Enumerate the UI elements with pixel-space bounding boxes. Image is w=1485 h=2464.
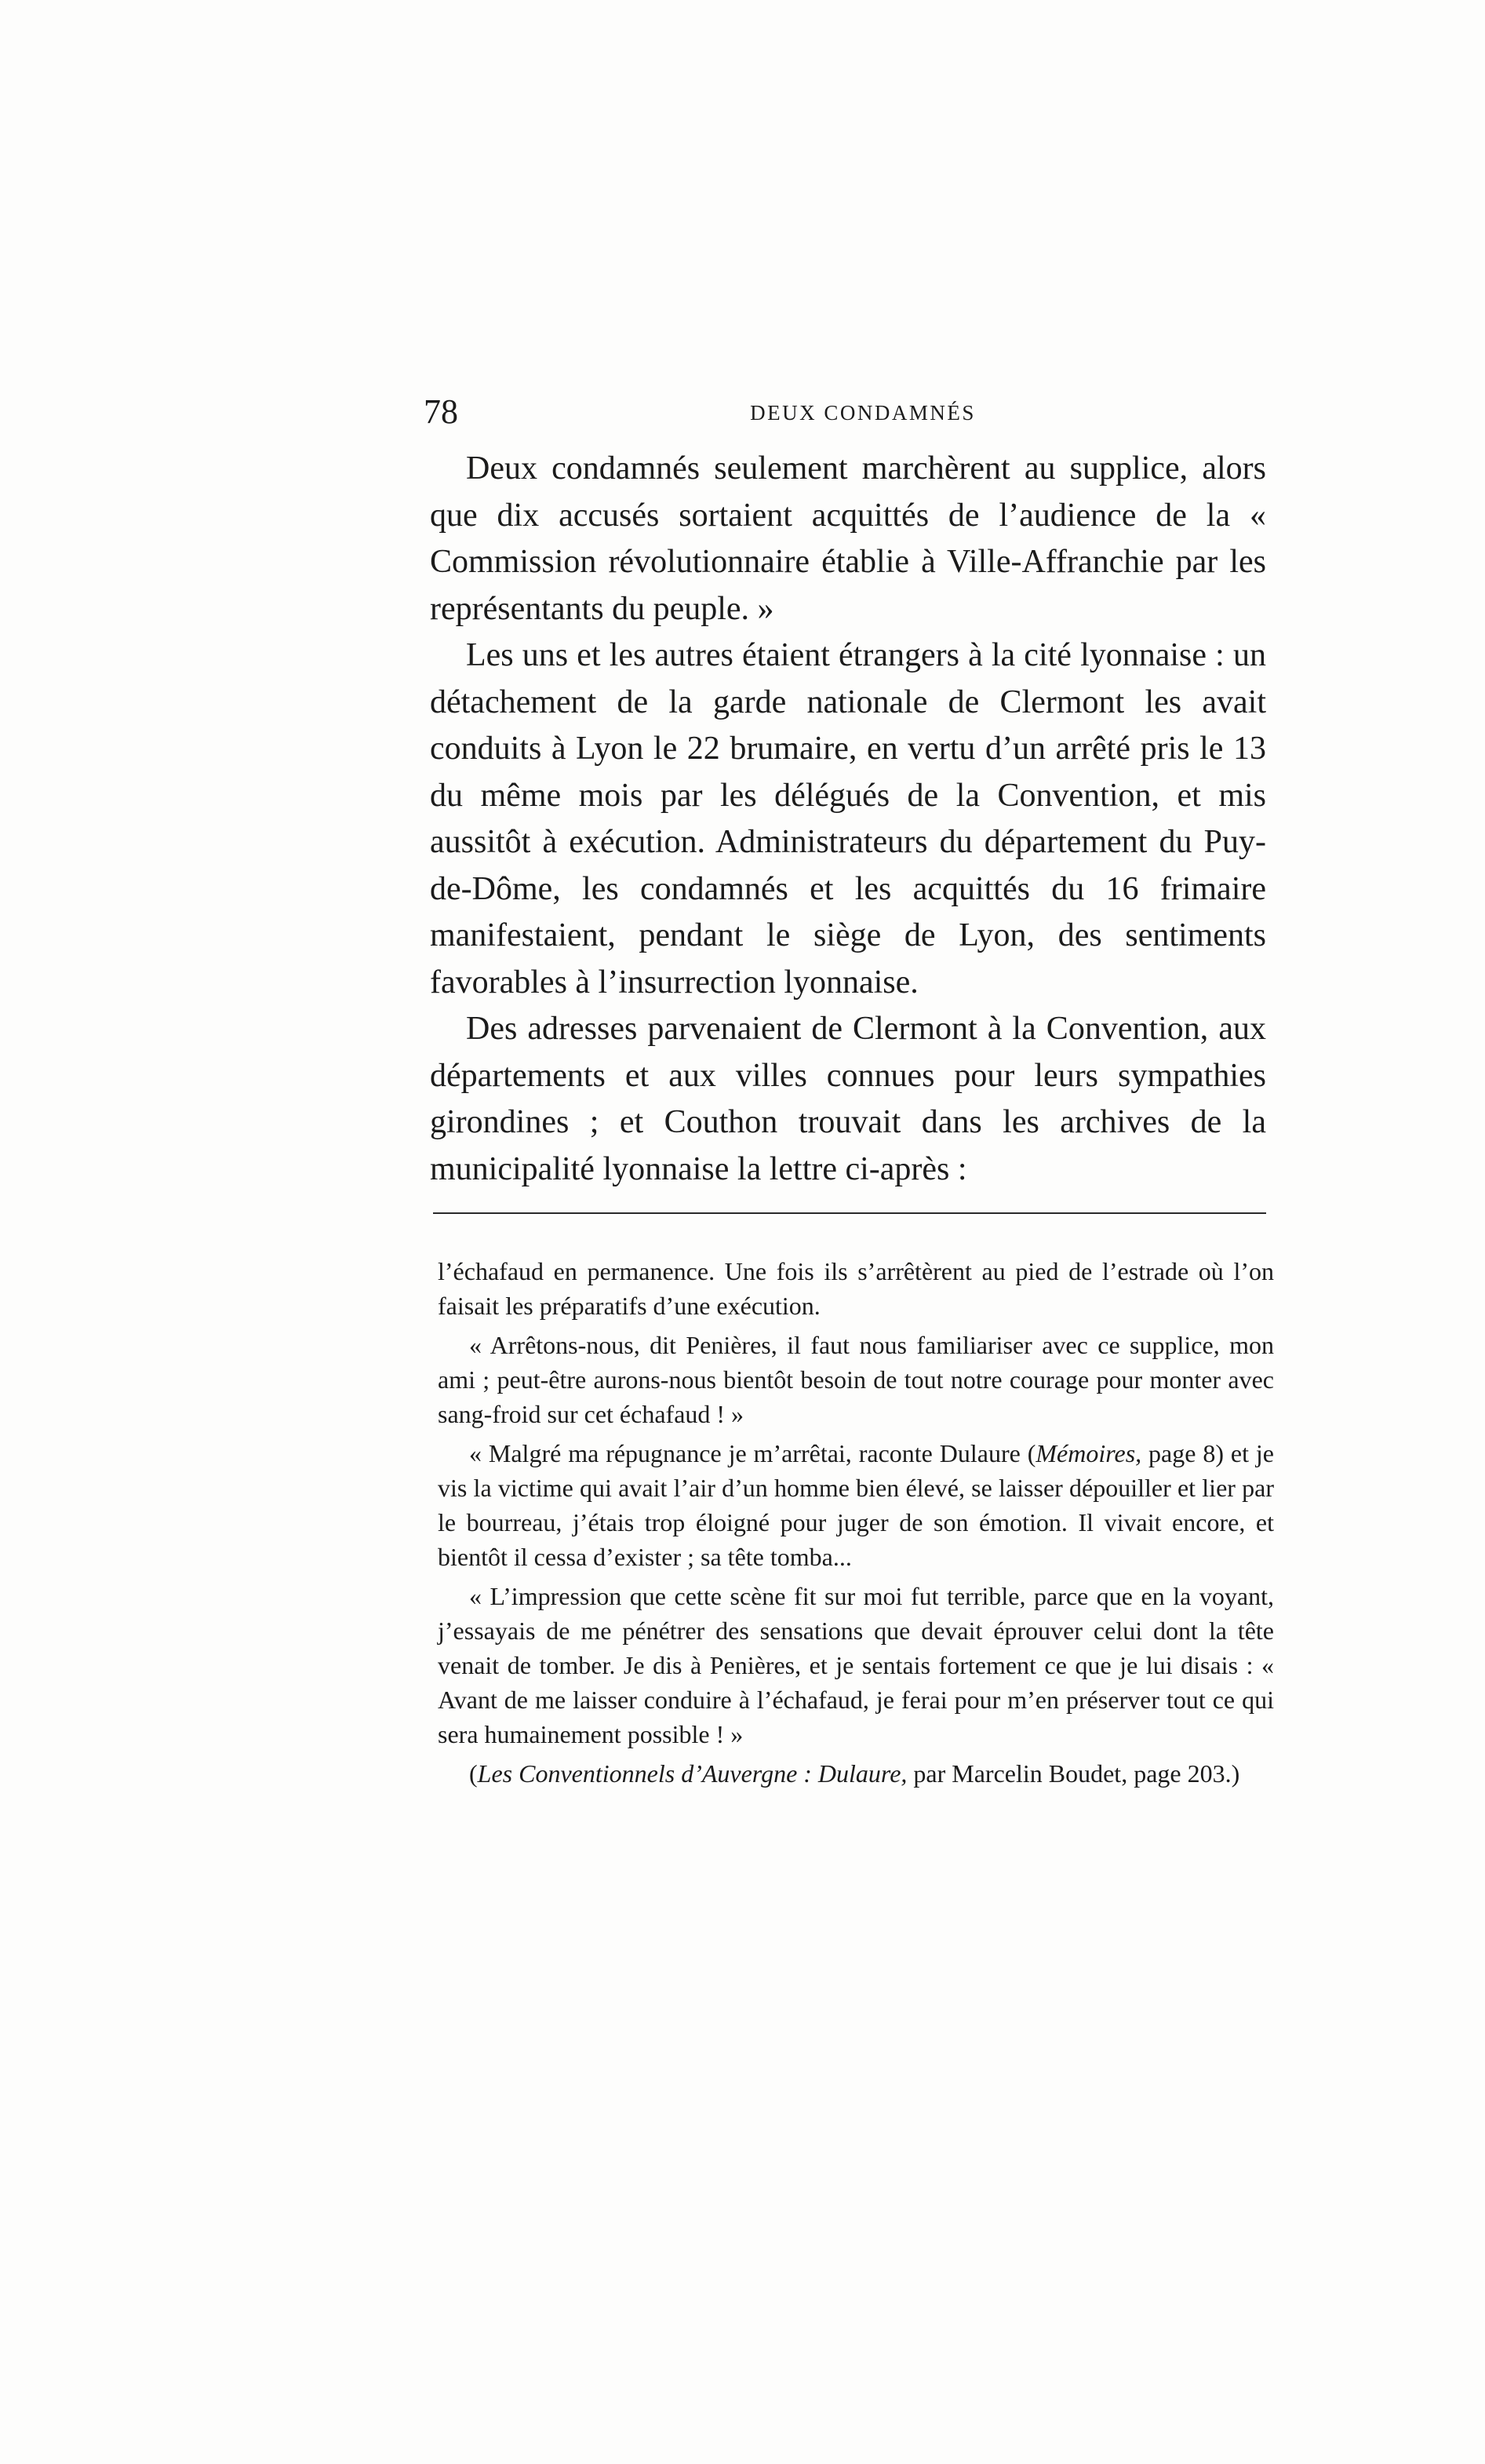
footnote xyxy=(438,1254,1274,1795)
footnote-paragraph: « Arrêtons-nous, dit Penières, il faut nous familiariser avec ce supplice, mon ami ; peut-être aurons-nous bientôt besoin de tout notre courage pour monter avec sang-froid sur cet échafaud ! » xyxy=(438,1331,1274,1428)
paragraph: Des adresses parvenaient de Clermont à la Convention, aux départements et aux villes connues pour leurs sympathies girondines ; et Couthon trouvait dans les archives de la municipalité lyonnaise la lettre ci-après : xyxy=(430,1011,1266,1187)
footnote-text: page 8) et je vis la victime qui avait l’air d’un homme bien élevé, se laisser dépouiller et lier par le bourreau, j’étais trop éloigné pour juger de son émotion. Il vivait encore, et bientôt il cessa d’exister ; sa tête tomba... xyxy=(438,1439,1274,1571)
citation-title: Les Conventionnels d’Auvergne : Dulaure, xyxy=(477,1759,908,1788)
footnote-paragraph: « L’impression que cette scène fit sur moi fut terrible, parce que en la voyant, j’essayais de me pénétrer des sensations que devait éprouver celui dont la tête venait de tomber. Je dis à Penières, et je sentais fortement ce que je lui disais : « Avant de me laisser conduire à l’échafaud, je ferai pour m’en préserver tout ce qui sera humainement possible ! » xyxy=(438,1582,1274,1748)
footnote-citation xyxy=(438,1756,1274,1791)
footnote-italic: Mémoires, xyxy=(1035,1439,1142,1467)
running-header xyxy=(424,392,1302,432)
paragraph: Deux condamnés seulement marchèrent au supplice, alors que dix accusés sortaient acquittés de l’audience de la « Commission révolutionnaire établie à Ville-Affranchie par les représentants du peuple. » xyxy=(430,450,1266,627)
paragraph: Les uns et les autres étaient étrangers à la cité lyonnaise : un détachement de la garde nationale de Clermont les avait conduits à Lyon le 22 brumaire, en vertu d’un arrêté pris le 13 du même mois par les délégués de la Convention, et mis aussitôt à exécution. Administrateurs du département du Puy-de-Dôme, les condamnés et les acquittés du 16 frimaire manifestaient, pendant le siège de Lyon, des sentiments favorables à l’insurrection lyonnaise. xyxy=(430,637,1266,1001)
footnote-paragraph xyxy=(438,1436,1274,1574)
footnote-paragraph: l’échafaud en permanence. Une fois ils s’arrêtèrent au pied de l’estrade où l’on faisait les préparatifs d’une exécution. xyxy=(438,1257,1274,1320)
page-number: 78 xyxy=(424,392,458,431)
citation-text: par Marcelin Boudet, page 203.) xyxy=(907,1759,1240,1788)
footnote-divider xyxy=(433,1212,1266,1214)
citation-paren: ( xyxy=(469,1759,478,1788)
running-title: DEUX CONDAMNÉS xyxy=(750,401,976,425)
footnote-text: « Malgré ma répugnance je m’arrêtai, raconte Dulaure ( xyxy=(469,1439,1036,1467)
main-text xyxy=(430,446,1266,1193)
